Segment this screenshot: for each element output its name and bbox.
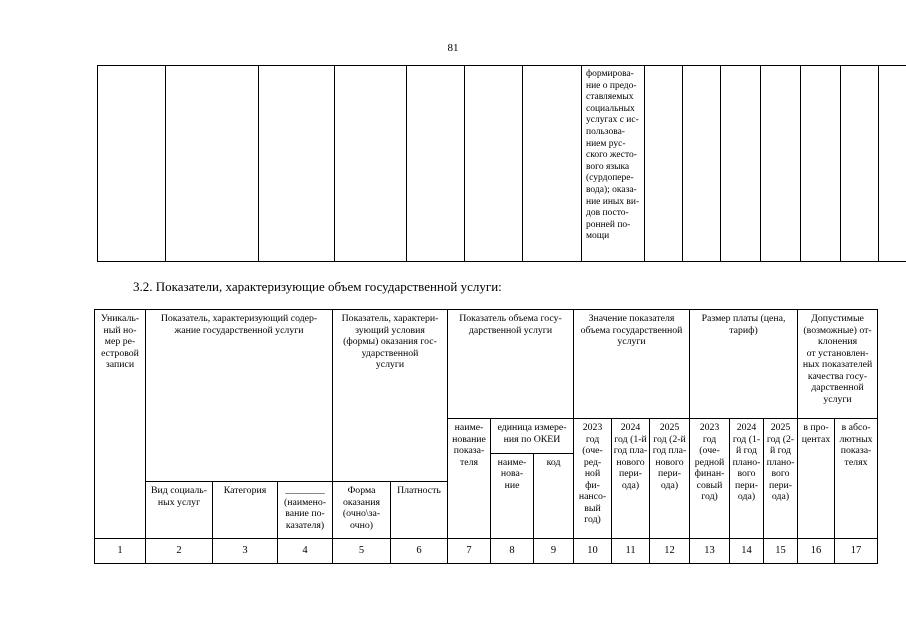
service-description-cell <box>582 66 645 262</box>
text-line: ние иных ви- <box>586 196 640 207</box>
text-line: формирова- <box>586 69 634 79</box>
column-number: 3 <box>213 538 278 563</box>
table-cell <box>841 66 879 262</box>
text-line: ского жесто- <box>586 150 637 161</box>
header-kind-of-services: Вид социаль- ных услуг <box>146 482 213 539</box>
table-cell <box>683 66 721 262</box>
table-cell <box>98 66 166 262</box>
text-line: пользова- <box>586 126 625 137</box>
text-line: услугах с ис- <box>586 115 639 126</box>
text-line: мощи <box>586 231 610 242</box>
column-number: 1 <box>95 538 146 563</box>
text-line: ставляемых <box>586 92 634 103</box>
header-conditions-indicator: Показатель, характери- зующий условия (формы) оказания гос- ударственной услуги <box>333 310 448 482</box>
page-number: 81 <box>447 42 459 54</box>
header-value-2024: 2024 год (1-й год пла- нового пери- ода) <box>612 419 650 538</box>
text-line: вода); оказа- <box>586 184 637 195</box>
table-cell <box>335 66 407 262</box>
table-cell <box>465 66 523 262</box>
column-number: 4 <box>278 538 333 563</box>
text-line: нием рус- <box>586 138 626 149</box>
text-line: вого языка <box>586 161 630 172</box>
text-line: ние о предо- <box>586 80 637 91</box>
header-payment: Платность <box>391 482 448 539</box>
continued-table <box>97 65 906 262</box>
text-line: социальных <box>586 103 635 114</box>
header-volume-indicator: Показатель объема госу- дарственной услуги <box>448 310 574 419</box>
header-volume-value: Значение показателя объема государственной услуги <box>574 310 690 419</box>
header-fee-2024: 2024 год (1- й год плано- вого пери- ода) <box>730 419 764 538</box>
column-number: 15 <box>764 538 798 563</box>
header-fee: Размер платы (цена, тариф) <box>690 310 798 419</box>
column-number: 10 <box>574 538 612 563</box>
header-okei-name: наиме- нова- ние <box>491 453 534 538</box>
column-number: 11 <box>612 538 650 563</box>
table-cell <box>523 66 582 262</box>
header-unique-number: Уникаль- ный но- мер ре- естровой записи <box>95 310 146 539</box>
header-indicator-name: наиме- нование показа- теля <box>448 419 491 538</box>
column-number: 5 <box>333 538 391 563</box>
column-number-row <box>95 538 878 563</box>
column-number: 16 <box>798 538 835 563</box>
column-number: 13 <box>690 538 730 563</box>
table-cell <box>801 66 841 262</box>
table-cell <box>645 66 683 262</box>
column-number: 12 <box>650 538 690 563</box>
header-value-2023: 2023 год (оче- ред- ной фи- нансо- вый год) <box>574 419 612 538</box>
section-title: 3.2. Показатели, характеризующие объем государственной услуги: <box>133 279 502 294</box>
column-number: 8 <box>491 538 534 563</box>
header-unnamed-indicator: ________ (наимено- вание по- казателя) <box>278 482 333 539</box>
table-cell <box>721 66 761 262</box>
text-line: ронней по- <box>586 219 631 230</box>
table-cell <box>259 66 335 262</box>
column-number: 6 <box>391 538 448 563</box>
table-cell <box>761 66 801 262</box>
text-line: (сурдопере- <box>586 173 634 184</box>
column-number: 9 <box>534 538 574 563</box>
header-fee-2023: 2023 год (оче- редной финан- совый год) <box>690 419 730 538</box>
column-number: 14 <box>730 538 764 563</box>
header-okei-unit: единица измере- ния по ОКЕИ <box>491 419 574 453</box>
header-deviations: Допустимые (возможные) от- клонения от установлен- ных показателей качества госу- дарственной услуги <box>798 310 878 419</box>
column-number: 7 <box>448 538 491 563</box>
table-cell <box>407 66 465 262</box>
header-fee-2025: 2025 год (2- й год плано- вого пери- ода) <box>764 419 798 538</box>
header-value-2025: 2025 год (2-й год пла- нового пери- ода) <box>650 419 690 538</box>
header-okei-code: код <box>534 453 574 538</box>
volume-indicators-table <box>94 309 878 564</box>
header-content-indicator: Показатель, характеризующий содер- жание государственной услуги <box>146 310 333 482</box>
header-category: Категория <box>213 482 278 539</box>
column-number: 17 <box>835 538 878 563</box>
text-line: дов посто- <box>586 208 629 219</box>
table-cell <box>166 66 259 262</box>
table-cell <box>879 66 906 262</box>
header-form: Форма оказания (очно\за- очно) <box>333 482 391 539</box>
header-deviation-percent: в про- центах <box>798 419 835 538</box>
column-number: 2 <box>146 538 213 563</box>
header-deviation-absolute: в абсо- лютных показа- телях <box>835 419 878 538</box>
